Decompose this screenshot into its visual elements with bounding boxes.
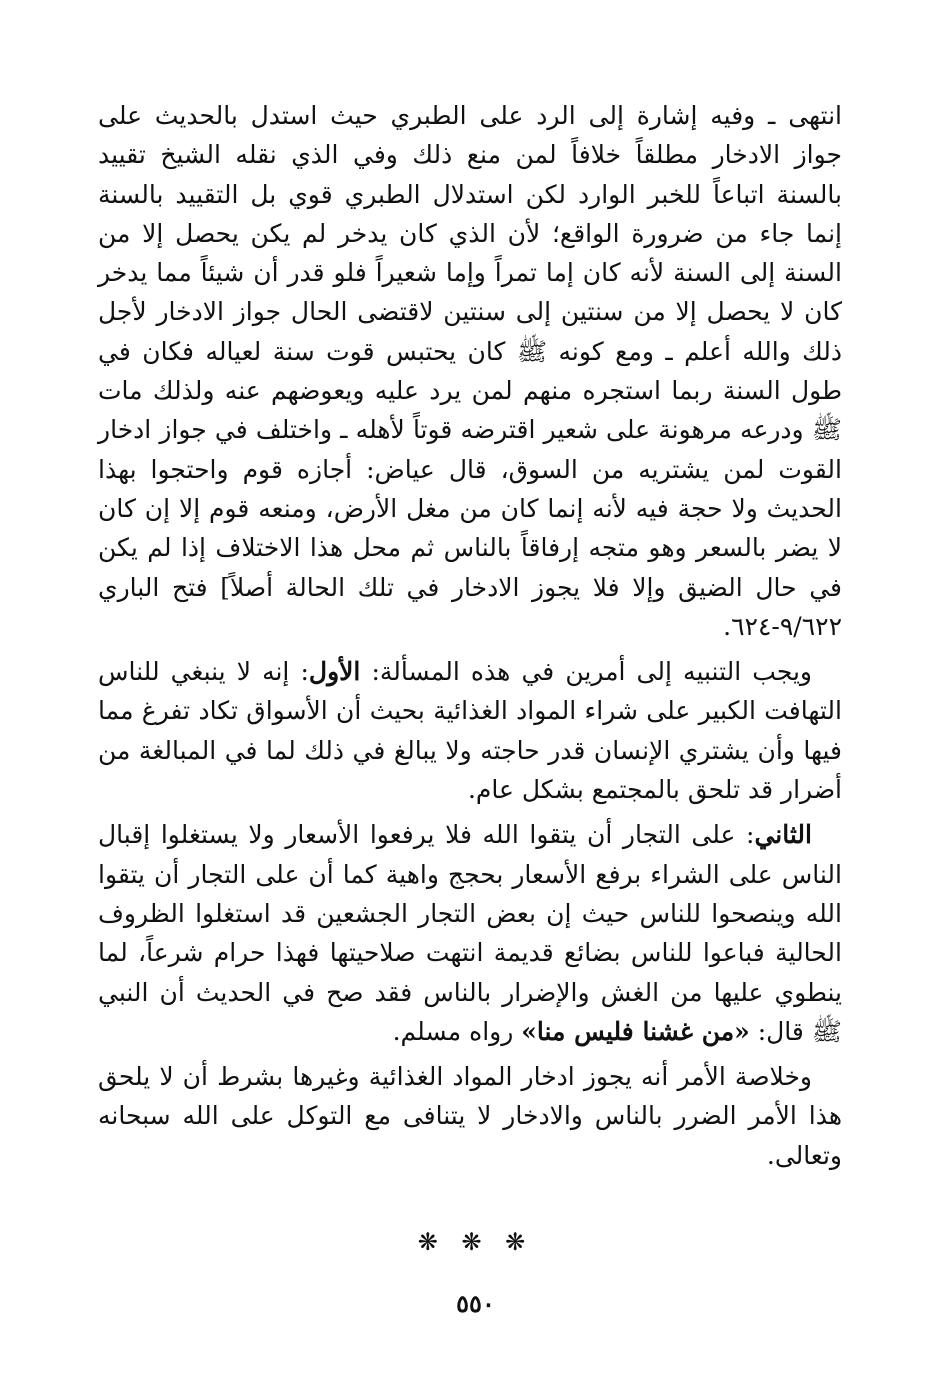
hadith-source: رواه مسلم. bbox=[392, 1016, 522, 1046]
paragraph-second-point bbox=[98, 815, 842, 1051]
paragraph-conclusion: وخلاصة الأمر أنه يجوز ادخار المواد الغذائية وغيرها بشرط أن لا يلحق هذا الأمر الضرر بالناس والادخار لا يتنافى مع التوكل على الله سبحانه وتعالى. bbox=[98, 1062, 842, 1170]
paragraph-second-point-body: : على التجار أن يتقوا الله فلا يرفعوا الأسعار ولا يستغلوا إقبال الناس على الشراء برفع الأسعار بحجج واهية كما أن على التجار أن يتقوا الله وينصحوا للناس حيث إن بعض التجار الجشعين قد استغلوا الظروف الحالية فباعوا للناس بضائع قديمة انتهت صلاحيتها فهذا حرام شرعاً، لما ينطوي عليها من الغش والإضرار بالناس فقد صح في الحديث أن النبي ﷺ قال: bbox=[98, 820, 842, 1046]
page-body bbox=[98, 96, 842, 1175]
first-point-label: الأول bbox=[308, 657, 361, 687]
paragraph-quote-continuation: انتهى ـ وفيه إشارة إلى الرد على الطبري حيث استدل بالحديث على جواز الادخار مطلقاً خلافاً لمن منع ذلك وفي الذي نقله الشيخ تقييد بالسنة اتباعاً للخبر الوارد لكن استدلال الطبري قوي بل التقييد بالسنة إنما جاء من ضرورة الواقع؛ لأن الذي كان يدخر لم يكن يحصل إلا من السنة إلى السنة لأنه كان إما تمراً وإما شعيراً فلو قدر أن شيئاً مما يدخر كان لا يحصل إلا من سنتين إلى سنتين لاقتضى الحال جواز الادخار لأجل ذلك والله أعلم ـ ومع كونه ﷺ كان يحتبس قوت سنة لعياله فكان في طول السنة ربما استجره منهم لمن يرد عليه ويعوضهم عنه ولذلك مات ﷺ ودرعه مرهونة على شعير اقترضه قوتاً لأهله ـ واختلف في جواز ادخار القوت لمن يشتريه من السوق، قال عياض: أجازه قوم واحتجوا بهذا الحديث ولا حجة فيه لأنه إنما كان من مغل الأرض، ومنعه قوم إلا إن كان لا يضر بالسعر وهو متجه إرفاقاً بالناس ثم محل هذا الاختلاف إذا لم يكن في حال الضيق وإلا فلا يجوز الادخار في تلك الحالة أصلاً] فتح الباري ٩/٦٢٢-٦٢٤. bbox=[98, 101, 842, 641]
hadith-quote: «من غشنا فليس منا» bbox=[521, 1016, 750, 1046]
page-number: ٥٥٠ bbox=[456, 1289, 495, 1318]
section-separator-ornament: ❋ ❋ ❋ bbox=[417, 1228, 534, 1256]
paragraph-first-point bbox=[98, 652, 842, 809]
paragraph-first-point-body: : إنه لا ينبغي للناس التهافت الكبير على شراء المواد الغذائية بحيث أن الأسواق تكاد تفرغ مما فيها وأن يشتري الإنسان قدر حاجته ولا يبالغ في ذلك لما في المبالغة من أضرار قد تلحق بالمجتمع بشكل عام. bbox=[98, 657, 842, 805]
paragraph-first-point-lead: ويجب التنبيه إلى أمرين في هذه المسألة: bbox=[360, 657, 813, 687]
second-point-label: الثاني bbox=[754, 820, 812, 850]
